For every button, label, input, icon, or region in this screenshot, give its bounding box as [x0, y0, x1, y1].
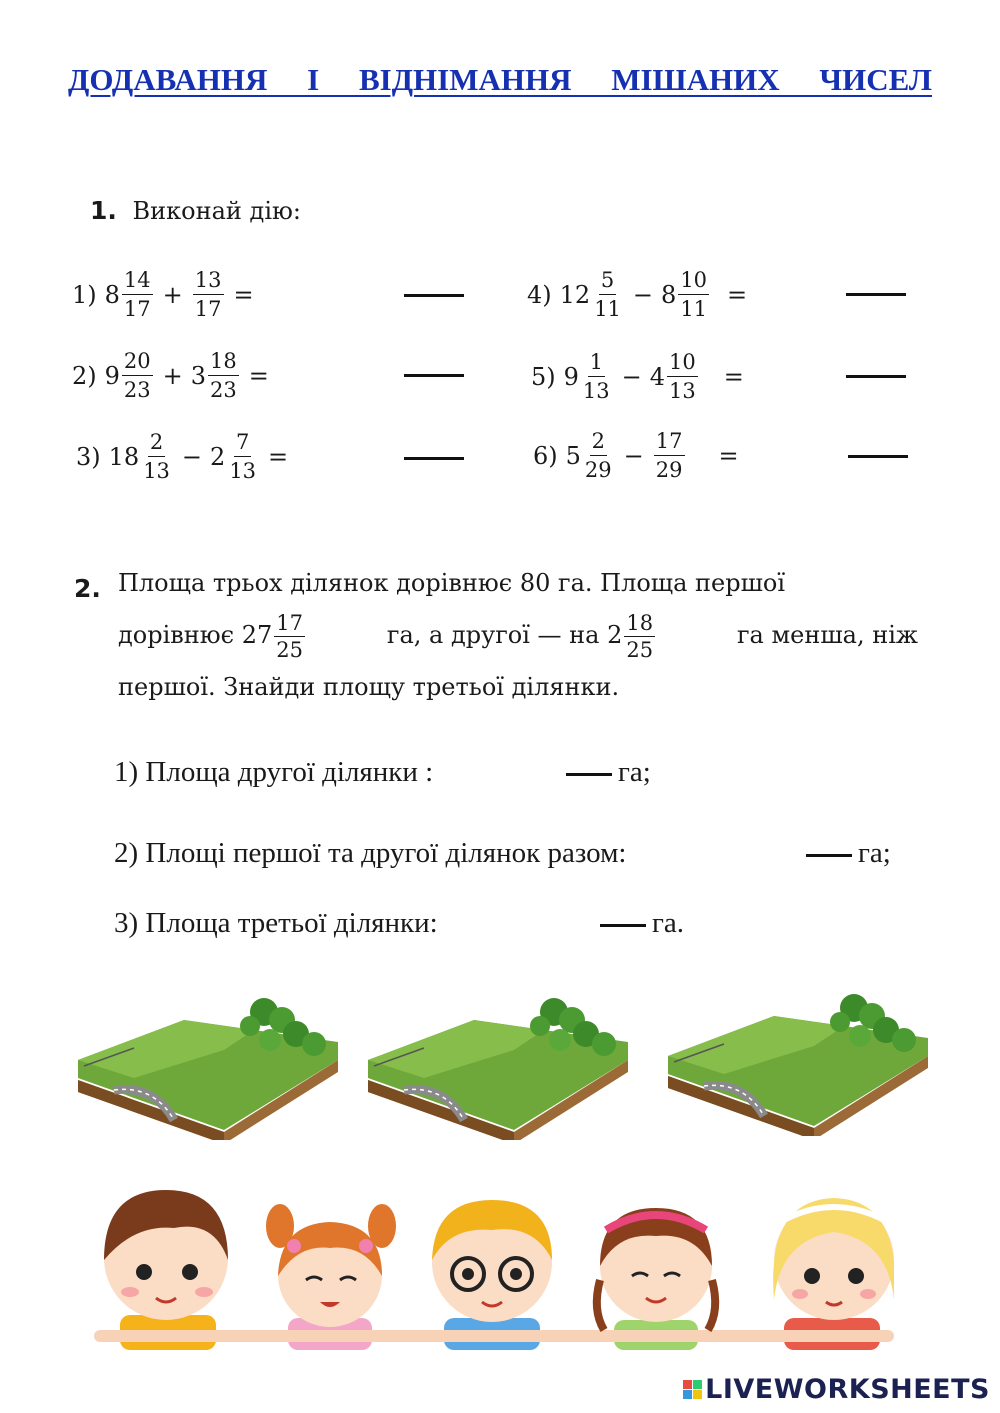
answer-blank-7[interactable]	[566, 773, 612, 776]
task1-heading	[90, 196, 301, 225]
liveworksheets-logo: LIVEWORKSHEETS	[683, 1374, 990, 1405]
land-plot-1	[74, 990, 344, 1140]
fraction: $\frac{14}{17}$	[123, 268, 151, 321]
page-title: ДОДАВАННЯ І ВІДНІМАННЯ МІШАНИХ ЧИСЕЛ	[68, 62, 932, 97]
answer-line-2-blank: га;	[800, 837, 891, 870]
land-plot-3	[664, 986, 934, 1136]
fraction: $\frac{13}{17}$	[194, 268, 222, 321]
answer-blank-5[interactable]	[846, 375, 906, 378]
task2-line2: дорівнює 27 $\frac{17}{25}$ га, а другої — на 2 $\frac{18}{25}$ га менша, ніж	[118, 611, 918, 662]
fraction: $\frac{10}{11}$	[680, 268, 708, 321]
expression-4: 4) 12 $\frac{5}{11}$ − 8 $\frac{10}{11}$ =	[527, 268, 748, 321]
fraction: $\frac{17}{25}$	[276, 611, 304, 662]
answer-blank-6[interactable]	[848, 455, 908, 458]
expression-5: 5) 9 $\frac{1}{13}$ − 4 $\frac{10}{13}$ =	[531, 350, 744, 403]
answer-blank-8[interactable]	[806, 854, 852, 857]
answer-line-3: 3) Площа третьої ділянки:	[114, 907, 438, 939]
fraction: $\frac{18}{23}$	[210, 349, 237, 402]
task2-line3: першої. Знайди площу третьої ділянки.	[118, 673, 620, 701]
fraction: $\frac{2}{13}$	[143, 430, 170, 483]
task2-number: 2.	[74, 574, 101, 603]
task1-number: 1.	[90, 196, 117, 225]
expression-3: 3) 18 $\frac{2}{13}$ − 2 $\frac{7}{13}$ =	[76, 430, 289, 483]
expression-6: 6) 5 $\frac{2}{29}$ − $\frac{17}{29}$ =	[533, 429, 739, 482]
fraction: $\frac{2}{29}$	[584, 429, 612, 482]
brand-logo-icon	[683, 1380, 702, 1399]
answer-blank-4[interactable]	[846, 293, 906, 296]
land-plot-2	[364, 990, 634, 1140]
expression-1: 1) 8 $\frac{14}{17}$ + $\frac{13}{17}$ =	[72, 268, 254, 321]
answer-line-2: 2) Площі першої та другої ділянок разом:	[114, 837, 627, 869]
fraction: $\frac{1}{13}$	[582, 350, 610, 403]
fraction: $\frac{7}{13}$	[229, 430, 257, 483]
fraction: $\frac{5}{11}$	[594, 268, 621, 321]
fraction: $\frac{20}{23}$	[123, 349, 151, 402]
answer-line-1: 1) Площа другої ділянки :	[114, 756, 434, 788]
fraction: $\frac{18}{25}$	[626, 611, 654, 662]
fraction: $\frac{10}{13}$	[669, 350, 696, 403]
answer-line-1-blank: га;	[560, 756, 651, 789]
answer-blank-3[interactable]	[404, 457, 464, 460]
task1-instruction: Виконай дію:	[132, 197, 301, 225]
answer-blank-1[interactable]	[404, 294, 464, 297]
expression-2: 2) 9 $\frac{20}{23}$ + 3 $\frac{18}{23}$ =	[72, 349, 269, 402]
answer-blank-9[interactable]	[600, 924, 646, 927]
answer-blank-2[interactable]	[404, 374, 464, 377]
task2-line1: Площа трьох ділянок дорівнює 80 га. Площа першої	[118, 569, 786, 597]
children-illustration	[94, 1180, 894, 1350]
fraction: $\frac{17}{29}$	[655, 429, 683, 482]
answer-line-3-blank: га.	[594, 907, 684, 940]
